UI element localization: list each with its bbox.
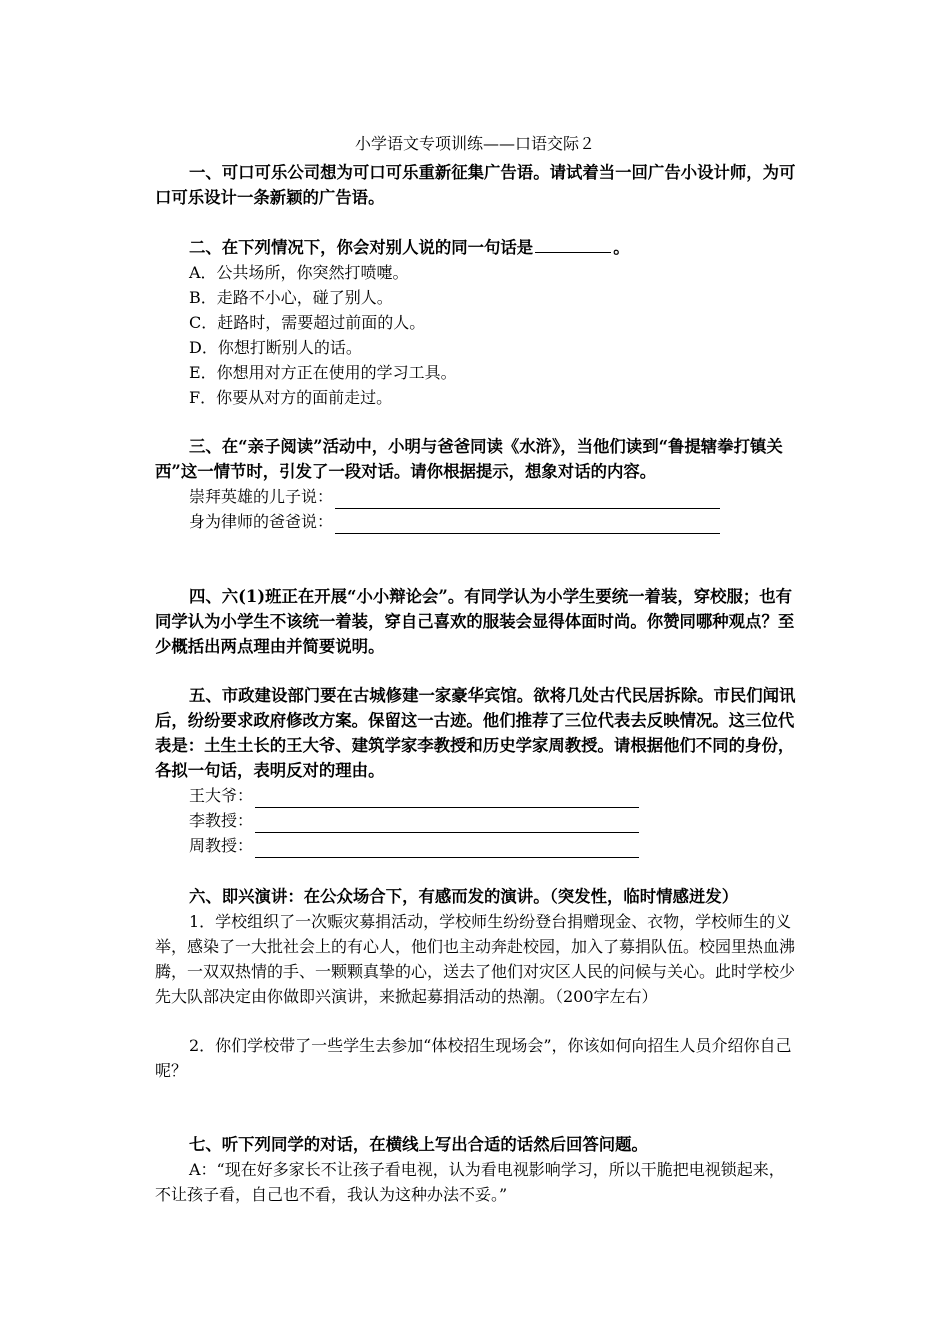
- answer-blank[interactable]: [255, 814, 639, 833]
- dialogue-a: A：“现在好多家长不让孩子看电视，认为看电视影响学习，所以干脆把电视锁起来，不让孩子看，自己也不看，我认为这种办法不妥。”: [155, 1160, 785, 1204]
- question-3: [155, 434, 800, 534]
- question-6-part-1: 1．学校组织了一次赈灾募捐活动，学校师生纷纷登台捐赠现金、衣物，学校师生的义举，感染了一大批社会上的有心人，他们也主动奔赴校园，加入了募捐队伍。校园里热血沸腾，一双双热情的手、一颗颗真挚的心，送去了他们对灾区人民的问候与关心。此时学校少先大队部决定由你做即兴演讲，来掀起募捐活动的热潮。（200字左右）: [155, 912, 796, 1006]
- question-7-text: 七、听下列同学的对话，在横线上写出合适的话然后回答问题。: [189, 1135, 648, 1154]
- question-4-text: 四、六(1)班正在开展“小小辩论会”。有同学认为小学生要统一着装，穿校服；也有同学认为小学生不该统一着装，穿自己喜欢的服装会显得体面时尚。你赞同哪种观点？至少概括出两点理由并简要说明。: [155, 587, 795, 656]
- option-d: D．你想打断别人的话。: [189, 338, 362, 357]
- question-1: [155, 160, 800, 210]
- answer-line-li: 李教授：: [155, 808, 800, 833]
- option-c: C．赶路时，需要超过前面的人。: [189, 313, 426, 332]
- question-2: [155, 235, 800, 410]
- answer-line-zhou: 周教授：: [155, 833, 800, 858]
- answer-line-son: 崇拜英雄的儿子说：: [155, 484, 800, 509]
- answer-blank[interactable]: [335, 490, 720, 509]
- question-1-text: 一、可口可乐公司想为可口可乐重新征集广告语。请试着当一回广告小设计师，为可口可乐设计一条新颖的广告语。: [155, 163, 796, 207]
- question-6-part-2: 2．你们学校带了一些学生去参加“体校招生现场会”，你该如何向招生人员介绍你自己呢？: [155, 1036, 792, 1080]
- answer-line-wang: 王大爷：: [155, 783, 800, 808]
- answer-blank[interactable]: [255, 789, 639, 808]
- question-6: [155, 884, 800, 1083]
- question-5: [155, 683, 800, 858]
- option-a: A．公共场所，你突然打喷嚏。: [189, 263, 409, 282]
- question-4: [155, 584, 800, 659]
- answer-blank[interactable]: [335, 515, 720, 534]
- question-2-text: 二、在下列情况下，你会对别人说的同一句话是 。: [189, 238, 630, 257]
- option-e: E．你想用对方正在使用的学习工具。: [189, 363, 457, 382]
- question-7: [155, 1132, 800, 1207]
- answer-blank[interactable]: [255, 839, 639, 858]
- page-title: 小学语文专项训练——口语交际２: [354, 134, 595, 153]
- option-f: F．你要从对方的面前走过。: [189, 388, 393, 407]
- question-5-text: 五、市政建设部门要在古城修建一家豪华宾馆。欲将几处古代民居拆除。市民们闻讯后，纷纷要求政府修改方案。保留这一古迹。他们推荐了三位代表去反映情况。这三位代表是：土生土长的王大爷、建筑学家李教授和历史学家周教授。请根据他们不同的身份，各拟一句话，表明反对的理由。: [155, 686, 796, 780]
- question-6-text: 六、即兴演讲：在公众场合下，有感而发的演讲。（突发性，临时情感迸发）: [189, 887, 739, 906]
- option-b: B．走路不小心，碰了别人。: [189, 288, 393, 307]
- answer-line-dad: 身为律师的爸爸说：: [155, 509, 800, 534]
- question-3-text: 三、在“亲子阅读”活动中，小明与爸爸同读《水浒》，当他们读到“鲁提辖拳打镇关西”这一情节时，引发了一段对话。请你根据提示，想象对话的内容。: [155, 437, 783, 481]
- answer-blank[interactable]: [535, 238, 611, 253]
